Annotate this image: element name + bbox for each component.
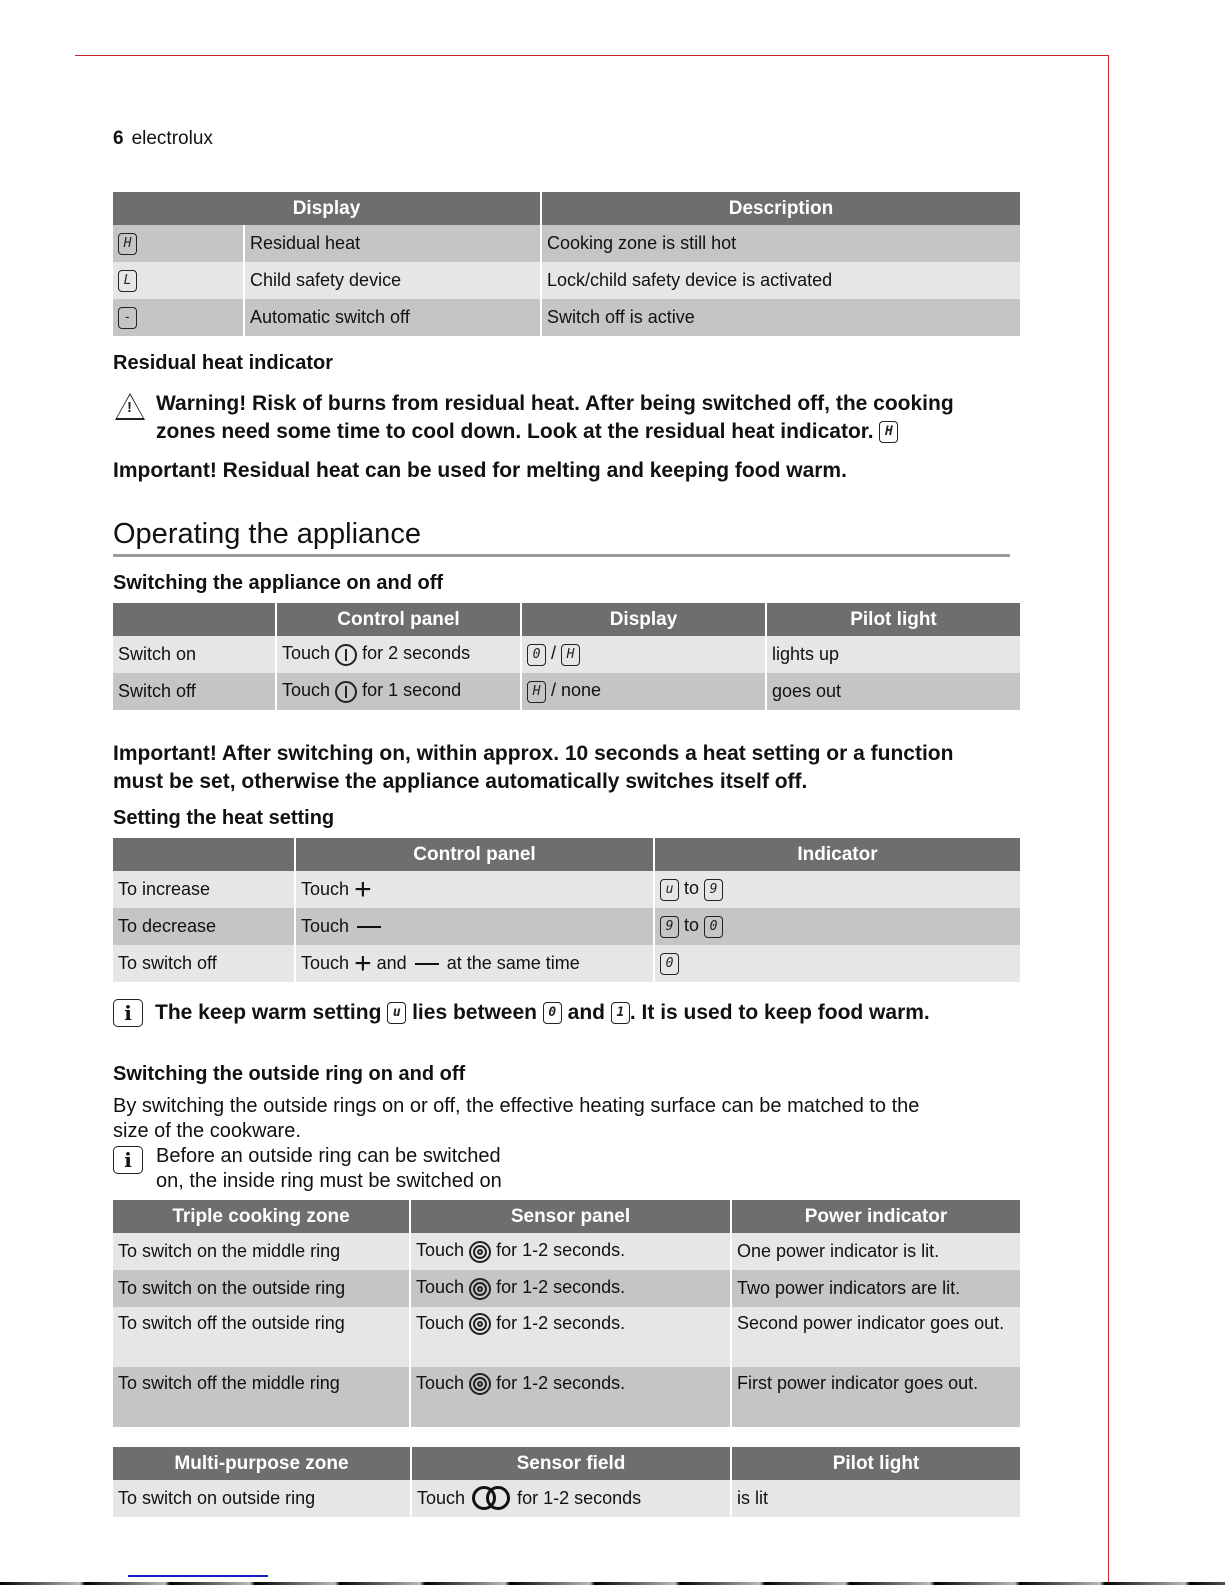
duration-label: for 2 seconds [362,643,471,664]
display-description: Switch off is active [542,299,1020,336]
zero-symbol-icon: 0 [543,1002,562,1024]
child-lock-symbol-icon: L [118,270,137,292]
warning-text-line2: zones need some time to cool down. Look at the residual heat indicator. [156,420,874,443]
display-name: Automatic switch off [250,307,410,327]
separator: / [551,643,557,664]
pilot-status: lights up [767,636,1020,673]
auto-off-important-note [113,740,1020,796]
zone-action: To switch off the outside ring [113,1307,411,1367]
indicator-text: One power indicator is lit. [732,1233,1020,1270]
header-display: Display [522,603,767,636]
important-line1: Important! After switching on, within approx. 10 seconds a heat setting or a function [113,742,954,765]
header-indicator: Indicator [655,838,1020,871]
header-pilot-light: Pilot light [732,1447,1020,1480]
header-blank [113,838,296,871]
heat-table [113,838,1020,982]
section-title: Operating the appliance [113,518,421,550]
page-number: 6 [113,128,124,149]
outside-ring-body [113,1094,1020,1144]
switch-off-symbol-icon: - [118,307,137,329]
switch-table [113,603,1020,710]
minus-icon [415,963,439,965]
display-name: Residual heat [250,233,361,253]
outside-ring-info [113,1144,1020,1194]
table-row [113,673,1020,710]
and-word: and [376,952,407,973]
residual-heat-symbol-icon: H [118,233,137,255]
page-frame-top-line [75,55,1108,56]
warning-block [113,390,1020,446]
residual-heading: Residual heat indicator [113,352,334,374]
header-triple-zone: Triple cooking zone [113,1200,411,1233]
info-icon: i [113,1146,143,1174]
touch-label: Touch [301,878,350,899]
info-line1: Before an outside ring can be switched [156,1145,501,1167]
zero-symbol-icon: 0 [704,916,723,938]
multi-zone-table [113,1447,1020,1517]
body-line2: size of the cookware. [113,1120,301,1142]
header-display: Display [113,192,542,225]
keep-warm-text: The keep warm setting [155,1001,382,1024]
touch-label: Touch [282,643,331,664]
header-blank [113,603,277,636]
zone-action: To switch on the outside ring [113,1270,411,1307]
switching-heading: Switching the appliance on and off [113,572,444,594]
pilot-status: goes out [767,673,1020,710]
zone-action: To switch off the middle ring [113,1367,411,1427]
warning-text-line1: Warning! Risk of burns from residual heat. After being switched off, the cooking [156,392,954,415]
zone-action: To switch on the middle ring [113,1233,411,1270]
header-sensor-panel: Sensor panel [411,1200,732,1233]
footer-link-underline[interactable] [128,1575,268,1577]
touch-label: Touch [416,1373,465,1393]
duration-label: for 1 second [362,680,462,701]
duration-label: for 1-2 seconds. [496,1373,626,1393]
table-row [113,299,1020,336]
residual-heat-symbol-icon: H [561,644,580,666]
touch-label: Touch [416,1313,465,1333]
zero-symbol-icon: 0 [660,953,679,975]
duration-label: for 1-2 seconds. [496,1313,626,1333]
power-button-icon [335,681,357,703]
touch-label: Touch [301,916,350,936]
keep-warm-symbol-icon: u [387,1002,406,1024]
duration-label: for 1-2 seconds [517,1487,642,1508]
action-label: To increase [113,871,296,908]
triple-ring-icon [469,1373,491,1395]
keep-warm-text: lies between [412,1001,537,1024]
touch-label: Touch [301,952,350,973]
separator: / none [551,680,602,701]
nine-symbol-icon: 9 [704,879,723,901]
pilot-status: is lit [732,1480,1020,1517]
action-label: Switch off [113,673,277,710]
brand-name: electrolux [131,128,213,149]
multi-zone-table-wrap [113,1447,1020,1517]
info-line2: on, the inside ring must be switched on [156,1170,502,1192]
keep-warm-text: . It is used to keep food warm. [629,1001,930,1024]
action-label: Switch on [113,636,277,673]
triple-ring-icon [469,1278,491,1300]
header-power-indicator: Power indicator [732,1200,1020,1233]
table-row [113,1367,1020,1427]
keep-warm-symbol-icon: u [660,879,679,901]
display-name: Child safety device [250,270,402,290]
display-table [113,192,1020,336]
keep-warm-note [113,999,1020,1027]
display-description: Lock/child safety device is activated [542,262,1020,299]
residual-important-note: Important! Residual heat can be used for melting and keeping food warm. [113,459,847,482]
header-description: Description [542,192,1020,225]
plus-icon: + [354,873,372,907]
indicator-text: Second power indicator goes out. [732,1307,1020,1367]
table-row [113,1270,1020,1307]
touch-label: Touch [417,1487,466,1508]
dual-ring-icon [470,1486,512,1512]
one-symbol-icon: 1 [611,1002,630,1024]
header-control-panel: Control panel [277,603,522,636]
touch-label: Touch [282,680,331,701]
display-table-wrap [113,192,1020,336]
same-time-label: at the same time [446,952,580,973]
minus-icon [357,926,381,928]
display-description: Cooking zone is still hot [542,225,1020,262]
warning-icon [115,393,145,420]
body-line1: By switching the outside rings on or off, the effective heating surface can be matched to the [113,1095,920,1117]
triple-ring-icon [469,1313,491,1335]
action-label: To switch off [113,945,296,982]
residual-heat-symbol-icon: H [527,681,546,703]
info-icon: i [113,999,143,1027]
page-frame-right-line [1108,55,1109,1585]
switch-table-wrap [113,603,1020,710]
table-row [113,871,1020,908]
nine-symbol-icon: 9 [660,916,679,938]
header-control-panel: Control panel [296,838,655,871]
table-row [113,262,1020,299]
triple-zone-table [113,1200,1020,1427]
header-pilot-light: Pilot light [767,603,1020,636]
table-row [113,1233,1020,1270]
indicator-text: First power indicator goes out. [732,1367,1020,1427]
header-multi-zone: Multi-purpose zone [113,1447,412,1480]
touch-label: Touch [416,1240,465,1261]
zone-action: To switch on outside ring [113,1480,412,1517]
to-word: to [684,915,700,936]
duration-label: for 1-2 seconds. [496,1277,626,1298]
heat-table-wrap [113,838,1020,982]
zero-symbol-icon: 0 [527,644,546,666]
keep-warm-text: and [567,1001,606,1024]
residual-heat-symbol-icon: H [879,421,898,443]
triple-zone-table-wrap [113,1200,1020,1427]
plus-icon: + [354,947,372,981]
indicator-text: Two power indicators are lit. [732,1270,1020,1307]
table-row [113,945,1020,982]
action-label: To decrease [113,908,296,945]
important-line2: must be set, otherwise the appliance automatically switches itself off. [113,770,808,793]
header-sensor-field: Sensor field [412,1447,732,1480]
duration-label: for 1-2 seconds. [496,1240,626,1261]
table-row [113,636,1020,673]
table-row [113,1480,1020,1517]
power-button-icon [335,644,357,666]
triple-ring-icon [469,1241,491,1263]
heat-setting-heading: Setting the heat setting [113,807,335,829]
touch-label: Touch [416,1277,465,1298]
table-row [113,225,1020,262]
outside-ring-heading: Switching the outside ring on and off [113,1063,466,1085]
table-row [113,908,1020,945]
to-word: to [684,878,700,899]
page-header [113,128,213,150]
section-rule [113,554,1010,557]
table-row [113,1307,1020,1367]
